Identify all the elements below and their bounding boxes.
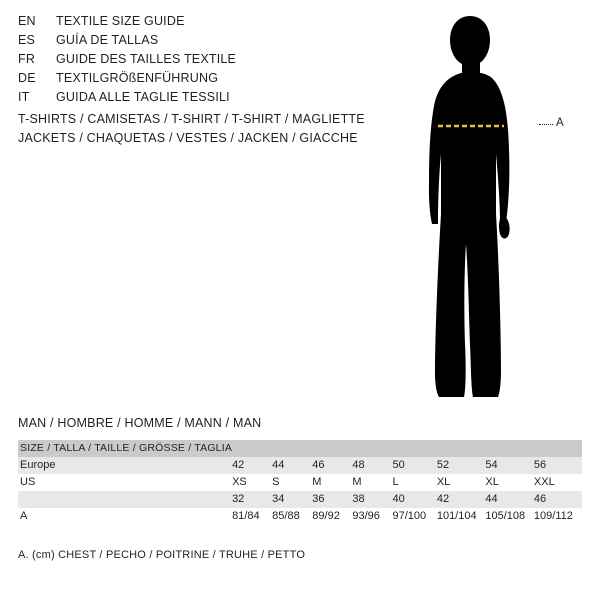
table-header-spacer <box>393 440 437 457</box>
row-cell: 36 <box>312 491 352 508</box>
row-cell: 42 <box>437 491 486 508</box>
table-row <box>18 508 582 525</box>
row-cell: S <box>272 474 312 491</box>
measurement-footnote: A. (cm) CHEST / PECHO / POITRINE / TRUHE / PETTO <box>18 549 306 561</box>
language-code: FR <box>18 52 36 66</box>
row-label: A <box>18 508 232 525</box>
size-table <box>18 440 582 525</box>
section-title-man: MAN / HOMBRE / HOMME / MANN / MAN <box>18 416 262 430</box>
row-cell: 40 <box>393 491 437 508</box>
language-title: GUIDA ALLE TAGLIE TESSILI <box>56 90 230 104</box>
measure-leader-line <box>539 124 553 125</box>
row-cell: 54 <box>485 457 534 474</box>
garment-category-tshirts: T-SHIRTS / CAMISETAS / T-SHIRT / T-SHIRT / MAGLIETTE <box>18 112 365 126</box>
garment-category-jackets: JACKETS / CHAQUETAS / VESTES / JACKEN / GIACCHE <box>18 131 358 145</box>
table-header-label: SIZE / TALLA / TAILLE / GRÖSSE / TAGLIA <box>18 440 232 457</box>
table-header-spacer <box>352 440 392 457</box>
table-header-spacer <box>272 440 312 457</box>
language-code: DE <box>18 71 36 85</box>
table-row <box>18 457 582 474</box>
language-row <box>18 52 398 71</box>
row-cell: M <box>312 474 352 491</box>
row-cell: 34 <box>272 491 312 508</box>
row-cell: 101/104 <box>437 508 486 525</box>
row-cell: 44 <box>485 491 534 508</box>
table-header-spacer <box>485 440 534 457</box>
row-cell: 50 <box>393 457 437 474</box>
row-cell: 52 <box>437 457 486 474</box>
row-cell: 81/84 <box>232 508 272 525</box>
row-label <box>18 491 232 508</box>
row-cell: XL <box>485 474 534 491</box>
row-cell: 38 <box>352 491 392 508</box>
row-cell: XS <box>232 474 272 491</box>
language-code: ES <box>18 33 36 47</box>
language-row <box>18 33 398 52</box>
row-cell: 56 <box>534 457 582 474</box>
table-header-spacer <box>232 440 272 457</box>
row-cell: 109/112 <box>534 508 582 525</box>
table-row <box>18 474 582 491</box>
language-title-list <box>18 14 398 109</box>
language-title: TEXTILGRÖßENFÜHRUNG <box>56 71 219 85</box>
language-row <box>18 90 398 109</box>
row-cell: 89/92 <box>312 508 352 525</box>
row-cell: 32 <box>232 491 272 508</box>
table-header-row <box>18 440 582 457</box>
row-cell: 93/96 <box>352 508 392 525</box>
table-row <box>18 491 582 508</box>
table-header-spacer <box>312 440 352 457</box>
language-row <box>18 14 398 33</box>
male-silhouette-figure <box>408 14 590 399</box>
row-cell: L <box>393 474 437 491</box>
language-title: GUIDE DES TAILLES TEXTILE <box>56 52 237 66</box>
row-cell: 46 <box>312 457 352 474</box>
row-label: Europe <box>18 457 232 474</box>
table-header-spacer <box>437 440 486 457</box>
row-cell: 44 <box>272 457 312 474</box>
row-cell: 85/88 <box>272 508 312 525</box>
row-cell: 42 <box>232 457 272 474</box>
language-title: TEXTILE SIZE GUIDE <box>56 14 185 28</box>
measure-marker-a: A <box>556 117 564 129</box>
row-cell: M <box>352 474 392 491</box>
language-code: EN <box>18 14 36 28</box>
table-header-spacer <box>534 440 582 457</box>
language-row <box>18 71 398 90</box>
row-cell: 105/108 <box>485 508 534 525</box>
row-cell: XXL <box>534 474 582 491</box>
language-code: IT <box>18 90 30 104</box>
row-cell: XL <box>437 474 486 491</box>
language-title: GUÍA DE TALLAS <box>56 33 159 47</box>
row-label: US <box>18 474 232 491</box>
row-cell: 48 <box>352 457 392 474</box>
row-cell: 46 <box>534 491 582 508</box>
row-cell: 97/100 <box>393 508 437 525</box>
garment-category-list <box>18 110 365 148</box>
